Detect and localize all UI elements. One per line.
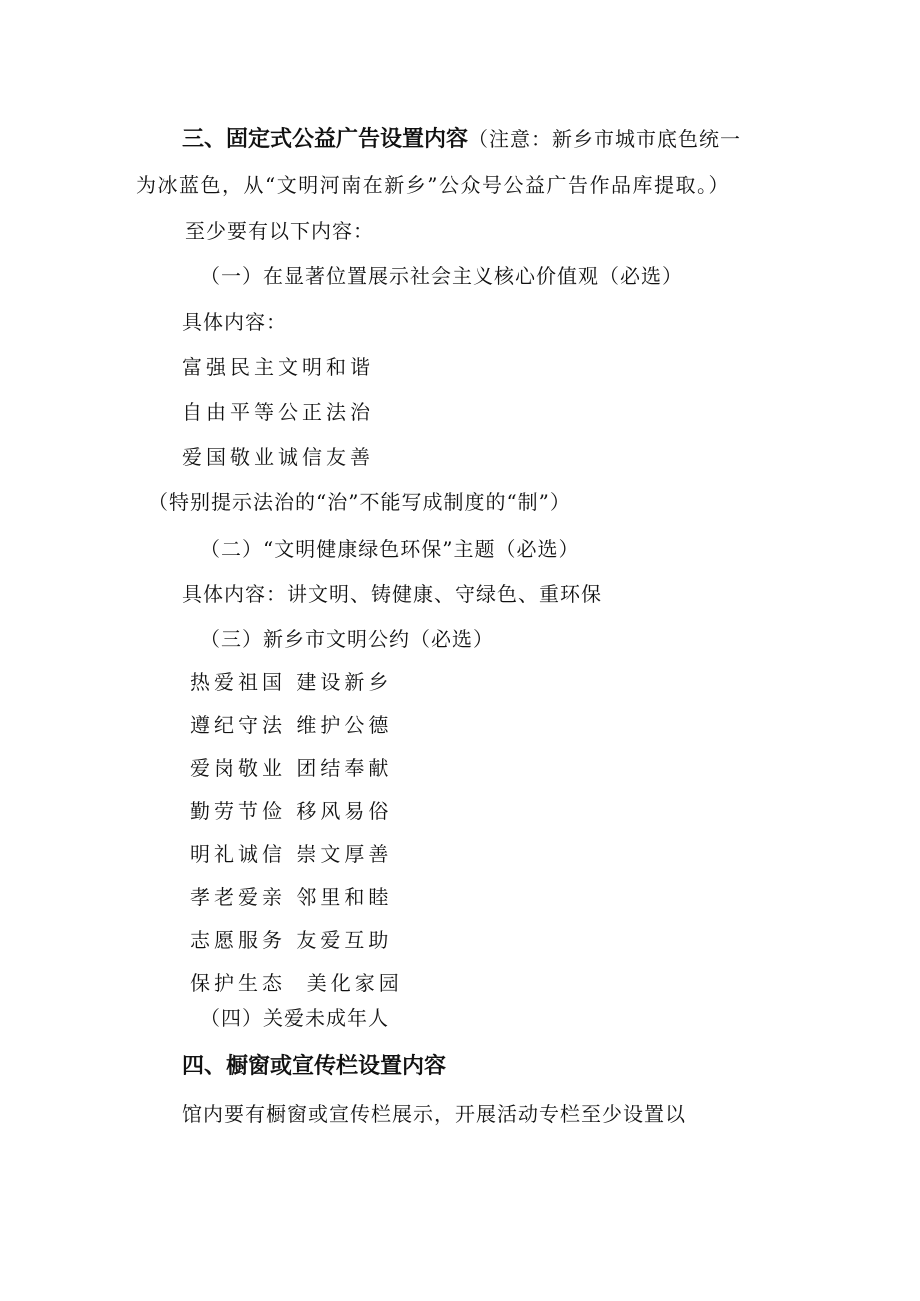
- section-3-intro: 至少要有以下内容：: [185, 219, 374, 243]
- item-3-line-5: 明礼诚信 崇文厚善: [190, 842, 393, 866]
- section-3-heading: 三、固定式公益广告设置内容: [182, 127, 469, 152]
- item-3-line-6: 孝老爱亲 邻里和睦: [190, 885, 393, 909]
- item-2-content: 具体内容：讲文明、铸健康、守绿色、重环保: [182, 582, 602, 606]
- section-3-heading-line: [182, 125, 741, 154]
- item-1-line-3: 爱国敬业诚信友善: [182, 445, 374, 469]
- section-3-note-start: （注意：新乡市城市底色统一: [468, 127, 742, 151]
- item-1-line-2: 自由平等公正法治: [182, 400, 374, 424]
- item-3-line-2: 遵纪守法 维护公德: [190, 713, 393, 737]
- item-1-content-label: 具体内容：: [182, 310, 287, 334]
- item-3-line-7: 志愿服务 友爱互助: [190, 928, 393, 952]
- item-4-title: （四）关爱未成年人: [200, 1006, 389, 1030]
- item-3-line-3: 爱岗敬业 团结奉献: [190, 756, 393, 780]
- item-3-line-1: 热爱祖国 建设新乡: [190, 670, 393, 694]
- section-3-note-end: 为冰蓝色，从“文明河南在新乡”公众号公益广告作品库提取。）: [136, 173, 730, 197]
- section-4-text: 馆内要有橱窗或宣传栏展示，开展活动专栏至少设置以: [182, 1102, 686, 1126]
- item-3-title: （三）新乡市文明公约（必选）: [200, 627, 494, 651]
- item-3-line-8: 保护生态 美化家园: [190, 971, 403, 995]
- item-1-title: （一）在显著位置展示社会主义核心价值观（必选）: [200, 264, 683, 288]
- item-1-line-1: 富强民主文明和谐: [182, 355, 374, 379]
- item-3-line-4: 勤劳节俭 移风易俗: [190, 799, 393, 823]
- item-1-reminder: （特别提示法治的“治”不能写成制度的“制”）: [148, 490, 571, 514]
- section-4-heading: 四、橱窗或宣传栏设置内容: [182, 1054, 447, 1079]
- item-2-title: （二）“文明健康绿色环保”主题（必选）: [200, 537, 580, 561]
